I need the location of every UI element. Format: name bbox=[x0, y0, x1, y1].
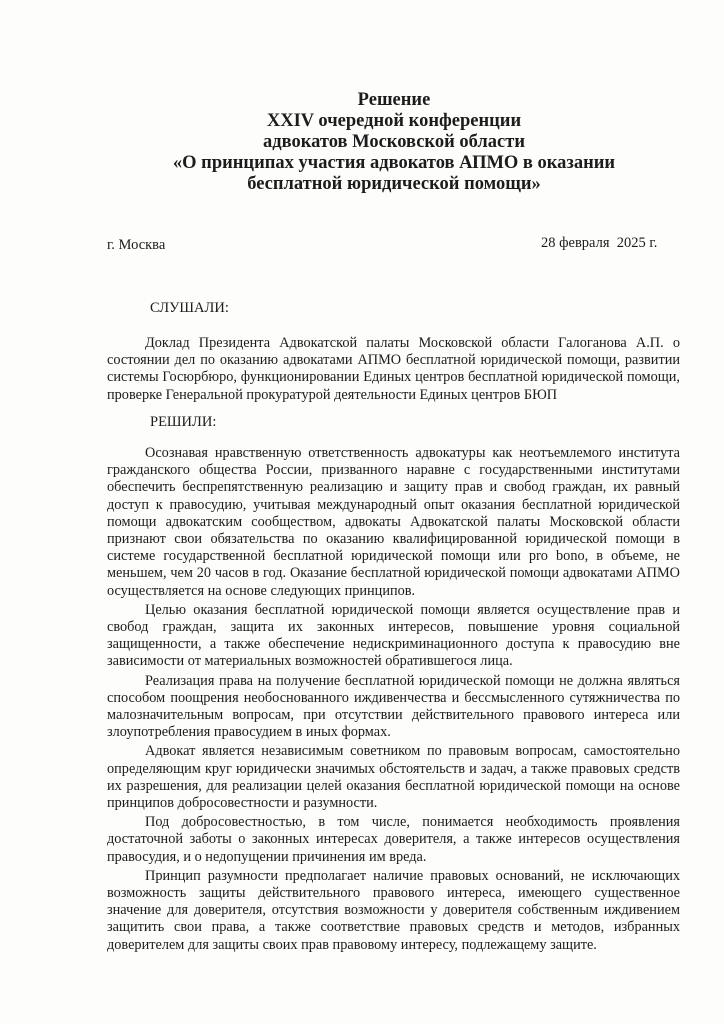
document-title bbox=[120, 90, 668, 195]
title-line: Решение bbox=[357, 90, 431, 110]
paragraph: Целью оказания бесплатной юридической помощи является осуществление прав и свобод граждан, защита их законных интересов, повышение уровня социальной защищенности, а также обеспечение недискриминационного доступа к правосудию вне зависимости от материальных возможностей обратившегося лица. bbox=[107, 601, 680, 670]
heard-heading: СЛУШАЛИ: bbox=[150, 300, 229, 316]
paragraph: Реализация права на получение бесплатной юридической помощи не должна являться способом поощрения необоснованного иждивенчества и бессмысленного сутяжничества по малозначительным вопросам, при отсутствии действительного правового интереса или злоупотребления правосудием в иных формах. bbox=[107, 672, 680, 741]
paragraph: Принцип разумности предполагает наличие правовых оснований, не исключающих возможность защиты действительного правового интереса, имеющего существенное значение для доверителя, отсутствия возможности у доверителя собственным иждивением защитить свои права, а также соответствие правовых средств и методов, избранных доверителем для защиты своих прав правовому интересу, подлежащему защите. bbox=[107, 867, 680, 953]
title-line: бесплатной юридической помощи» bbox=[247, 174, 541, 194]
paragraph: Адвокат является независимым советником по правовым вопросам, самостоятельно определяющим круг юридически значимых обстоятельств и задач, а также правовых средств их разрешения, для реализации целей оказания бесплатной юридической помощи на основе принципов добросовестности и разумности. bbox=[107, 743, 680, 812]
paragraph: Осознавая нравственную ответственность адвокатуры как неотъемлемого института гражданского общества России, призванного наравне с государственными институтами обеспечить беспрепятственную реализацию и защиту прав и свобод граждан, их равный доступ к правосудию, учитывая международный опыт оказания бесплатной юридической помощи адвокатским сообществом, адвокаты Адвокатской палаты Московской области признают свои обязательства по оказанию квалифицированной юридической помощи в системе государственной бесплатной юридической помощи или pro bono, в объеме, не меньшем, чем 20 часов в год. Оказание бесплатной юридической помощи адвокатами АПМО осуществляется на основе следующих принципов. bbox=[107, 445, 680, 599]
decided-section bbox=[107, 445, 680, 954]
date: 28 февраля 2025 г. bbox=[541, 235, 658, 251]
city: г. Москва bbox=[107, 237, 166, 253]
paragraph: Под добросовестностью, в том числе, понимается необходимость проявления достаточной заботы о законных интересах доверителя, а также интересов осуществления правосудия, и о недопущении причинения им вреда. bbox=[107, 814, 680, 865]
heard-section bbox=[107, 335, 680, 404]
title-line: адвокатов Московской области bbox=[262, 132, 525, 152]
decided-heading: РЕШИЛИ: bbox=[150, 414, 217, 430]
heard-paragraph: Доклад Президента Адвокатской палаты Московской области Галоганова А.П. о состоянии дел по оказанию адвокатами АПМО бесплатной юридической помощи, развитии системы Госюрбюро, функционировании Единых центров бесплатной юридической помощи, проверке Генеральной прокуратурой деятельности Единых центров БЮП bbox=[107, 335, 680, 403]
title-line: «О принципах участия адвокатов АПМО в оказании bbox=[172, 153, 616, 173]
title-line: XXIV очередной конференции bbox=[266, 111, 522, 131]
